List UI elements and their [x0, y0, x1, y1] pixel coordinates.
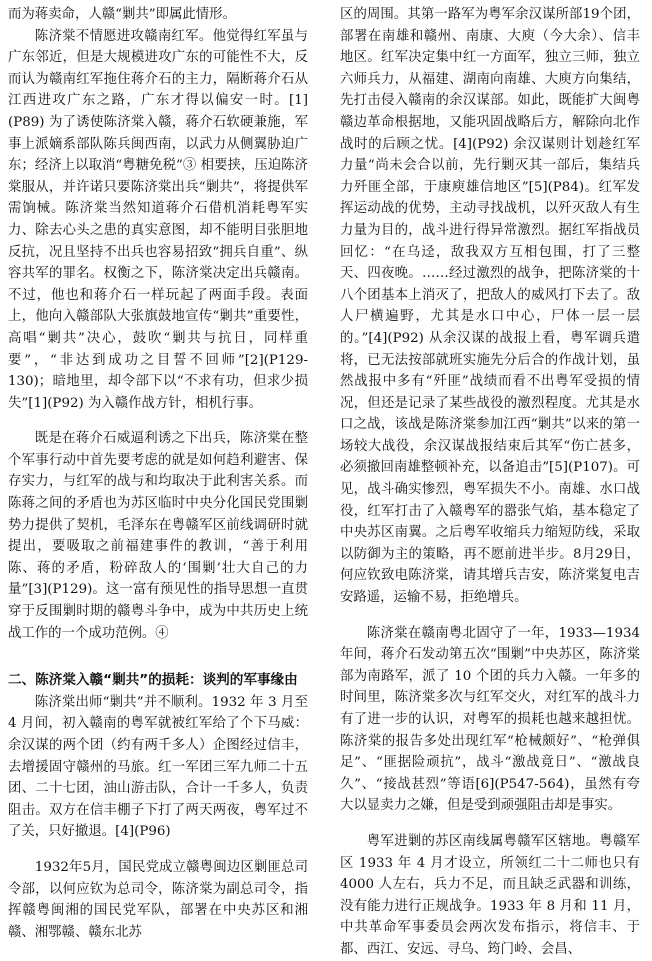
paragraph-gap	[8, 843, 308, 857]
paragraph: 区的周围。其第一路军为粤军余汉谋所部19个团，部署在南雄和赣州、南康、大庾（今大余）、信丰地区。红军决定集中红一方面军，独立三师，独立六师兵力，从福建、湖南向南雄、大庾方向集结，先打击侵入赣南的余汉谋部。如此，既能扩大闽粤赣边革命根据地，又能巩固战略后方，解除向北作战时的后顾之忧。[4](P92) 余汉谋则计划趁红军力量“尚未会合以前，先行剿灭其一部后，集结兵力歼匪全部，于康庾雄信地区”[5](P84)。红军发挥运动战的优势，主动寻找战机，以歼灭敌人有生力量为目的，战斗进行得异常激烈。据红军指战员回忆：“在乌迳，敌我双方互相包围，打了三整天、四夜晚。……经过激烈的战争，把陈济棠的十八个团基本上消灭了，把敌人的威风打下去了。敌人尸横遍野，尤其是水口中心，尸体一层一层的。”[4](P92) 从余汉谋的战报上看，粤军调兵遣将，已无法按部就班实施先分后合的作战计划，虽然战报中多有“歼匪”战绩而看不出粤军受损的情况，但还是记录了某些战役的激烈程度。尤其是水口之战，该战是陈济棠参加江西“剿共”以来的第一场较大战役，余汉谋战报结束后其军“伤亡甚多，必须撤回南雄整顿补充，以备追击”[5](P107)。可见，战斗确实惨烈，粤军损失不小。南雄、水口战役，红军打击了入赣粤军的嚣张气焰，基本稳定了中央苏区南翼。之后粤军收缩兵力缩短防线，采取以防御为主的策略，再不愿前进半步。8月29日，何应钦致电陈济棠，请其增兵吉安，陈济棠复电吉安路遥，运输不易，拒绝增兵。	[340, 7, 640, 606]
paragraph: 粤军进剿的苏区南线属粤赣军区辖地。粤赣军区 1933 年 4 月才设立，所领红二十二师也只有 4000 人左右，兵力不足，而且缺乏武器和训练，没有能力进行正规战争。1933 年 8 月和 11 月，中共革命军事委员会两次发布指示，将信丰、于都、西江、安远、寻乌、筠门岭、会昌、	[340, 833, 640, 957]
section-gap	[8, 644, 308, 670]
paragraph: 陈济棠出师“剿共”并不顺利。1932 年 3 月至 4 月间，初入赣南的粤军就被红军给了个下马威：余汉谋的两个团（约有两千多人）企图经过信丰，去增援固守赣州的马旅。红一军团三军九师二十五团、二十七团，油山游击队，合计一千多人，负责阻击。双方在信丰棚子下打了两天两夜，粤军过不了关，只好撤退。[4](P96)	[8, 694, 308, 840]
paragraph-gap	[8, 414, 308, 428]
right-column	[340, 4, 640, 961]
paragraph: 陈济棠在赣南粤北固守了一年，1933—1934 年间，蒋介石发动第五次“围剿”中央苏区，陈济棠部为南路军，派了 10 个团的兵力入赣。一年多的时间里，陈济棠多次与红军交火，对红军的战斗力有了进一步的认识，对粤军的损耗也越来越担忧。陈济棠的报告多处出现红军“枪械颇好”、“枪弹俱足”、“匪据险顽抗”，战斗“激战竟日”、“激战良久”、“接战甚烈”等语[6](P547-564)，虽然有夸大以显卖力之嫌，但是受到顽强阻击却是事实。	[340, 625, 640, 814]
paragraph-gap	[340, 817, 640, 831]
paragraph: 既是在蒋介石威逼利诱之下出兵，陈济棠在整个军事行动中首先要考虑的就是如何趋利避害、保存实力，与红军的战与和均取决于此利害关系。而陈蒋之间的矛盾也为苏区临时中央分化国民党围剿势力提供了契机，毛泽东在粤赣军区前线调研时就提出，要吸取之前福建事件的教训，“善于利用陈、蒋的矛盾，粉碎敌人的‘围剿’壮大自己的力量”[3](P129)。这一富有预见性的指导思想一直贯穿于反围剿时期的赣粤斗争中，成为中共历史上统战工作的一个成功范例。④	[8, 431, 308, 641]
paragraph-gap	[340, 609, 640, 623]
paragraph: 而为蒋卖命，人赣“剿共”即属此情形。	[8, 7, 236, 22]
paragraph: 1932年5月，国民党成立赣粤闽边区剿匪总司令部，以何应钦为总司令，陈济棠为副总司令，指挥赣粤闽湘的国民党军队，部署在中央苏区和湘赣、湘鄂赣、赣东北苏	[8, 859, 308, 940]
section-heading: 二、陈济棠入赣“剿共”的损耗：谈判的军事缘由	[8, 672, 298, 689]
paragraph: 陈济棠不情愿进攻赣南红军。他觉得红军虽与广东邻近，但是大规模进攻广东的可能性不大，反而认为赣南红军拖住蒋介石的主力，隔断蒋介石从江西进攻广东之路，广东才得以偏安一时。[1](P89) 为了诱使陈济棠入赣，蒋介石软硬兼施，军事上派嫡系部队陈兵闽西南，以武力从侧翼胁迫广东；经济上以取消“粤糖免税”③ 相要挟，压迫陈济棠服从，并许诺只要陈济棠出兵“剿共”，将提供军需饷械。陈济棠当然知道蒋介石借机消耗粤军实力、除去心头之患的真实意图，却不能明目张胆地反抗，况且坚持不出兵也容易招致“拥兵自重”、纵容共军的罪名。权衡之下，陈济棠决定出兵赣南。不过，他也和蒋介石一样玩起了两面手段。表面上，他向入赣部队大张旗鼓地宣传“剿共”重要性，高唱“剿共”决心，鼓吹“剿共与抗日，同样重要”，“非达到成功之目誓不回师”[2](P129-130)；暗地里，却令部下以“不求有功，但求少损失”[1](P92) 为入赣作战方针，相机行事。	[8, 28, 308, 411]
left-column	[8, 4, 308, 943]
